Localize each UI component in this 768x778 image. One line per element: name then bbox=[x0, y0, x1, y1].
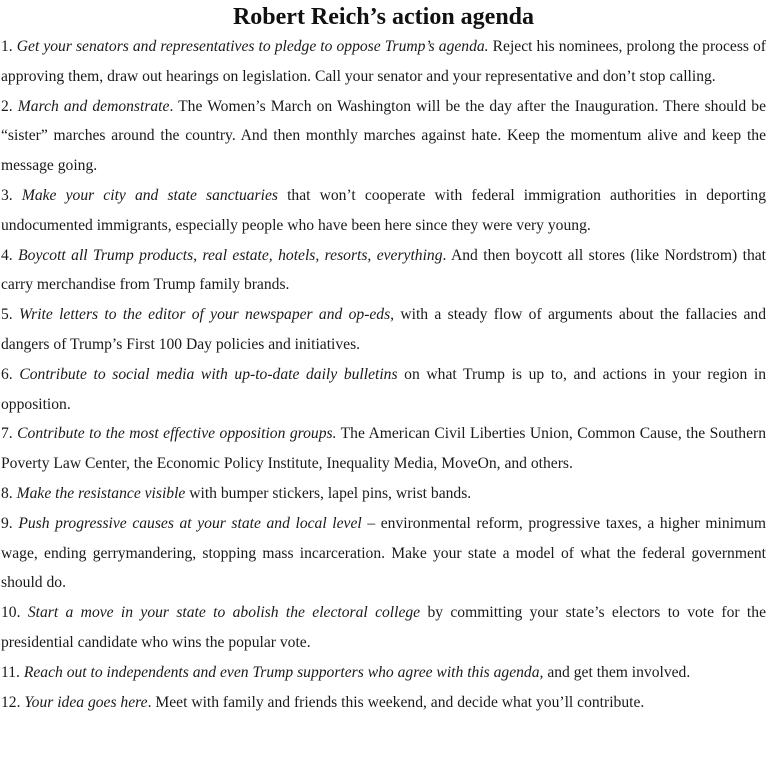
item-lead: Boycott all Trump products, real estate, hotels, resorts, everything bbox=[18, 246, 443, 264]
item-number: 12. bbox=[1, 693, 21, 711]
item-text: with bumper stickers, lapel pins, wrist bands. bbox=[185, 484, 472, 502]
item-number: 6. bbox=[1, 365, 13, 383]
item-number: 8. bbox=[1, 484, 13, 502]
item-text: – environmental reform, progressive taxes, a higher minimum wage, ending gerrymandering, stopping mass incarceration. Make your state a model of what the federal government should do. bbox=[1, 514, 767, 592]
item-lead: Your idea goes here bbox=[24, 693, 148, 711]
agenda-list bbox=[1, 32, 766, 717]
item-lead: Contribute to social media with up-to-date daily bulletins bbox=[19, 365, 398, 383]
agenda-item-10 bbox=[1, 598, 766, 658]
agenda-item-1 bbox=[1, 32, 766, 92]
item-number: 3. bbox=[1, 186, 13, 204]
item-lead: Contribute to the most effective opposition groups. bbox=[17, 425, 337, 443]
item-lead: Reach out to independents and even Trump supporters who agree with this agenda, bbox=[23, 663, 544, 681]
item-number: 11. bbox=[1, 663, 20, 681]
agenda-item-4 bbox=[1, 241, 766, 301]
item-text: Reject his nominees, prolong the process of approving them, draw out hearings on legislation. Call your senator and your representative and don’t stop calling. bbox=[1, 38, 766, 85]
agenda-item-11 bbox=[1, 658, 766, 688]
item-text: on what Trump is up to, and actions in your region in opposition. bbox=[1, 365, 766, 413]
agenda-item-8 bbox=[1, 479, 766, 509]
agenda-item-9 bbox=[1, 509, 766, 598]
item-number: 5. bbox=[1, 306, 13, 324]
item-number: 2. bbox=[1, 97, 13, 115]
item-lead: Make the resistance visible bbox=[16, 484, 186, 502]
agenda-item-2 bbox=[1, 92, 766, 181]
agenda-item-5 bbox=[1, 300, 766, 360]
item-text: . Meet with family and friends this weekend, and decide what you’ll contribute. bbox=[147, 693, 645, 711]
item-text: . The Women’s March on Washington will be the day after the Inauguration. There should be “sister” marches around the country. And then monthly marches against hate. Keep the momentum alive and keep the message going. bbox=[1, 97, 767, 175]
item-lead: Start a move in your state to abolish the electoral college bbox=[27, 604, 421, 622]
item-number: 7. bbox=[1, 425, 13, 443]
item-text: The American Civil Liberties Union, Common Cause, the Southern Poverty Law Center, the Economic Policy Institute, Inequality Media, MoveOn, and others. bbox=[1, 425, 766, 473]
item-lead: Push progressive causes at your state and local level bbox=[18, 514, 362, 532]
agenda-item-7 bbox=[1, 419, 766, 479]
agenda-item-3 bbox=[1, 181, 766, 241]
item-text: that won’t cooperate with federal immigration authorities in deporting undocumented immigrants, especially people who have been here since they were very young. bbox=[1, 186, 766, 234]
agenda-item-12 bbox=[1, 688, 766, 718]
item-text: with a steady flow of arguments about the fallacies and dangers of Trump’s First 100 Day policies and initiatives. bbox=[1, 306, 766, 353]
item-lead: March and demonstrate bbox=[17, 97, 170, 115]
agenda-item-6 bbox=[1, 360, 766, 420]
item-number: 4. bbox=[1, 246, 13, 264]
item-lead: Make your city and state sanctuaries bbox=[21, 186, 278, 204]
item-text: by committing your state’s electors to vote for the presidential candidate who wins the popular vote. bbox=[1, 604, 766, 651]
item-lead: Get your senators and representatives to pledge to oppose Trump’s agenda. bbox=[16, 38, 489, 55]
item-number: 1. bbox=[1, 38, 13, 55]
item-text: and get them involved. bbox=[543, 663, 691, 681]
item-text: . And then boycott all stores (like Nordstrom) that carry merchandise from Trump family brands. bbox=[1, 246, 766, 294]
document-title: Robert Reich’s action agenda bbox=[232, 4, 535, 30]
item-number: 9. bbox=[1, 514, 13, 532]
item-number: 10. bbox=[1, 604, 21, 622]
item-lead: Write letters to the editor of your newspaper and op-eds, bbox=[19, 306, 395, 324]
